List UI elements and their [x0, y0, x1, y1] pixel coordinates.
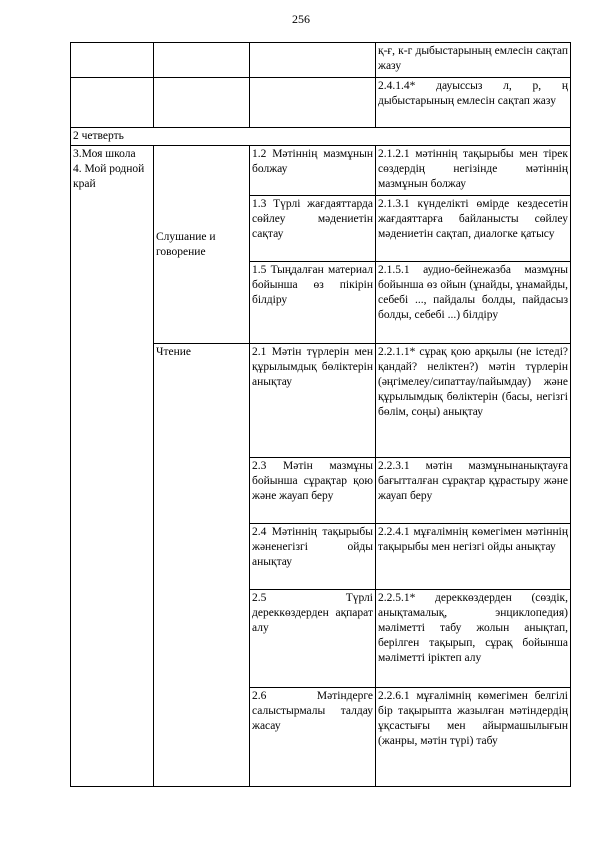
topic-cell — [71, 146, 154, 787]
learning-objective: 2.1.5.1 аудио-бейнежазба мазмұны бойынша өз ойын (ұнайды, ұнамайды, себебі ..., пайдалы болды, пайдасыз болды, себебі ...) білдіру — [376, 262, 571, 344]
table-row — [71, 146, 571, 196]
table-cell — [71, 78, 154, 128]
table-row — [71, 43, 571, 78]
table-cell — [71, 43, 154, 78]
learning-objective: 2.2.6.1 мұғалімнің көмегімен белгілі бір тақырыпта жазылған мәтіндердің ұқсастығы мен айырмашылығын (жанры, мәтін түрі) табу — [376, 688, 571, 787]
table-cell — [250, 78, 376, 128]
curriculum-table — [70, 42, 571, 787]
section-cell: 1.2 Мәтіннің мазмұнын болжау — [250, 146, 376, 196]
learning-objective: 2.2.5.1* дереккөздерден (сөздік, анықтамалық, энциклопедия) мәліметті табу жолын анықтап, берілген тақырып, сұрақ бойынша мәліметті іріктеп алу — [376, 590, 571, 688]
table-row — [71, 128, 571, 146]
table-cell — [154, 43, 250, 78]
section-cell: 2.3 Мәтін мазмұны бойынша сұрақтар қою және жауап беру — [250, 458, 376, 524]
section-cell: 1.5 Тыңдалған материал бойынша өз пікірін білдіру — [250, 262, 376, 344]
learning-objective: 2.2.1.1* сұрақ қою арқылы (не істеді? қандай? неліктен?) мәтін түрлерін (әңгімелеу/сипаттау/пайымдау) және құрылымдық бөліктерін (басы, негізгі бөлім, соңы) анықтау — [376, 344, 571, 458]
learning-objective: 2.1.2.1 мәтіннің тақырыбы мен тірек сөздердің негізінде мәтіннің мазмұнын болжау — [376, 146, 571, 196]
table-cell — [250, 43, 376, 78]
section-cell: 1.3 Түрлі жағдаяттарда сөйлеу мәдениетін сақтау — [250, 196, 376, 262]
section-cell: 2.6 Мәтіндерге салыстырмалы талдау жасау — [250, 688, 376, 787]
skill-listening: Слушание и говорение — [154, 146, 250, 344]
quarter-heading: 2 четверть — [71, 128, 571, 146]
learning-objective: 2.2.3.1 мәтін мазмұнынанықтауға бағытталған сұрақтар құрастыру және жауап беру — [376, 458, 571, 524]
learning-objective: 2.2.4.1 мұғалімнің көмегімен мәтіннің тақырыбы мен негізгі ойды анықтау — [376, 524, 571, 590]
section-cell: 2.4 Мәтіннің тақырыбы жәненегізгі ойды анықтау — [250, 524, 376, 590]
learning-objective: қ-ғ, к-г дыбыстарының емлесін сақтап жазу — [376, 43, 571, 78]
topic-text: 3.Моя школа 4. Мой родной край — [73, 148, 145, 190]
learning-objective: 2.1.3.1 күнделікті өмірде кездесетін жағдаяттарға байланысты сөйлеу мәдениетін сақтап, диалогке қатысу — [376, 196, 571, 262]
skill-reading: Чтение — [154, 344, 250, 787]
table-cell — [154, 78, 250, 128]
section-cell: 2.5 Түрлі дереккөздерден ақпарат алу — [250, 590, 376, 688]
section-cell: 2.1 Мәтін түрлерін мен құрылымдық бөліктерін анықтау — [250, 344, 376, 458]
table-row — [71, 78, 571, 128]
learning-objective: 2.4.1.4* дауыссыз л, р, ң дыбыстарының емлесін сақтап жазу — [376, 78, 571, 128]
page-number: 256 — [292, 12, 310, 26]
